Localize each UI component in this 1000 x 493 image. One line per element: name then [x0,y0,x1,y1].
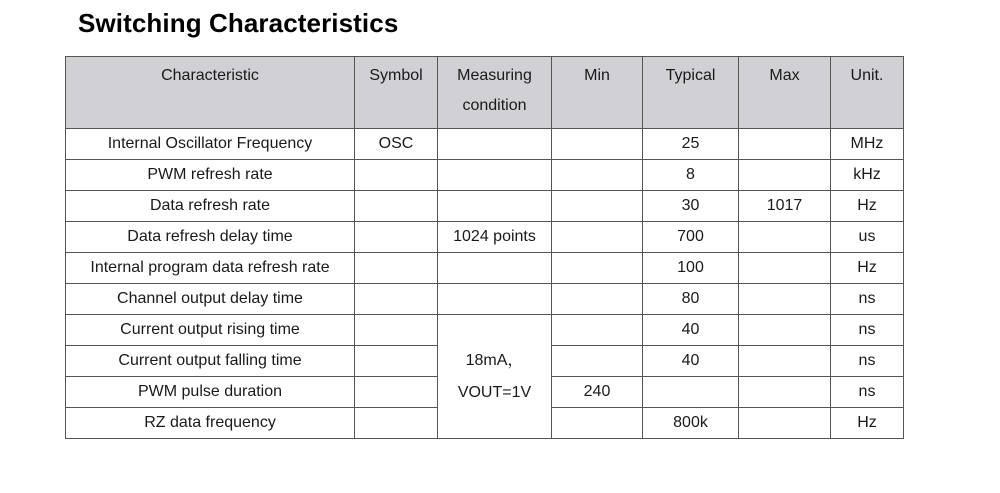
cell-max [739,160,831,191]
cell-characteristic: Channel output delay time [66,284,355,315]
cell-typical: 30 [643,191,739,222]
cell-unit: ns [831,377,904,408]
cell-typical: 40 [643,346,739,377]
cell-unit: kHz [831,160,904,191]
cell-typical: 100 [643,253,739,284]
header-unit: Unit. [831,57,904,129]
table-row [66,315,904,346]
condition-current: 18mA， [465,351,524,369]
cell-min [552,253,643,284]
table-row [66,191,904,222]
cell-typical: 800k [643,408,739,439]
cell-max [739,222,831,253]
cell-unit: us [831,222,904,253]
cell-condition: 1024 points [438,222,552,253]
cell-symbol [355,160,438,191]
table-row [66,253,904,284]
cell-typical: 700 [643,222,739,253]
cell-unit: ns [831,315,904,346]
cell-unit: Hz [831,253,904,284]
header-symbol: Symbol [355,57,438,129]
cell-condition [438,191,552,222]
cell-symbol [355,284,438,315]
cell-characteristic: PWM pulse duration [66,377,355,408]
cell-symbol [355,346,438,377]
cell-min [552,191,643,222]
cell-max [739,346,831,377]
cell-typical: 40 [643,315,739,346]
cell-unit: MHz [831,129,904,160]
header-characteristic: Characteristic [66,57,355,129]
cell-characteristic: Internal program data refresh rate [66,253,355,284]
cell-min [552,315,643,346]
cell-min [552,222,643,253]
cell-unit: Hz [831,408,904,439]
cell-symbol: OSC [355,129,438,160]
cell-typical [643,377,739,408]
cell-typical: 8 [643,160,739,191]
cell-condition [438,129,552,160]
cell-unit: ns [831,346,904,377]
header-row [66,57,904,129]
cell-max [739,129,831,160]
table-row [66,129,904,160]
section-title: Switching Characteristics [78,8,399,38]
cell-symbol [355,222,438,253]
cell-characteristic: Current output rising time [66,315,355,346]
cell-min [552,408,643,439]
cell-min [552,346,643,377]
cell-characteristic: Data refresh delay time [66,222,355,253]
cell-symbol [355,315,438,346]
cell-condition [438,284,552,315]
table-row [66,284,904,315]
cell-max [739,377,831,408]
header-max: Max [739,57,831,129]
cell-min: 240 [552,377,643,408]
cell-characteristic: Data refresh rate [66,191,355,222]
condition-voltage: VOUT=1V [457,383,532,401]
cell-min [552,160,643,191]
cell-unit: ns [831,284,904,315]
header-min: Min [552,57,643,129]
cell-max [739,408,831,439]
cell-characteristic: PWM refresh rate [66,160,355,191]
header-typical: Typical [643,57,739,129]
cell-min [552,129,643,160]
cell-max: 1017 [739,191,831,222]
cell-symbol [355,253,438,284]
cell-max [739,253,831,284]
cell-max [739,315,831,346]
cell-condition-merged [438,315,552,439]
cell-symbol [355,191,438,222]
cell-condition [438,160,552,191]
cell-typical: 25 [643,129,739,160]
table-row [66,160,904,191]
switching-characteristics-table [65,56,904,439]
cell-symbol [355,377,438,408]
cell-unit: Hz [831,191,904,222]
cell-characteristic: Current output falling time [66,346,355,377]
cell-condition [438,253,552,284]
cell-characteristic: RZ data frequency [66,408,355,439]
cell-min [552,284,643,315]
cell-characteristic: Internal Oscillator Frequency [66,129,355,160]
table-row [66,222,904,253]
cell-symbol [355,408,438,439]
cell-typical: 80 [643,284,739,315]
cell-max [739,284,831,315]
header-measuring-condition: Measuring condition [438,57,552,129]
